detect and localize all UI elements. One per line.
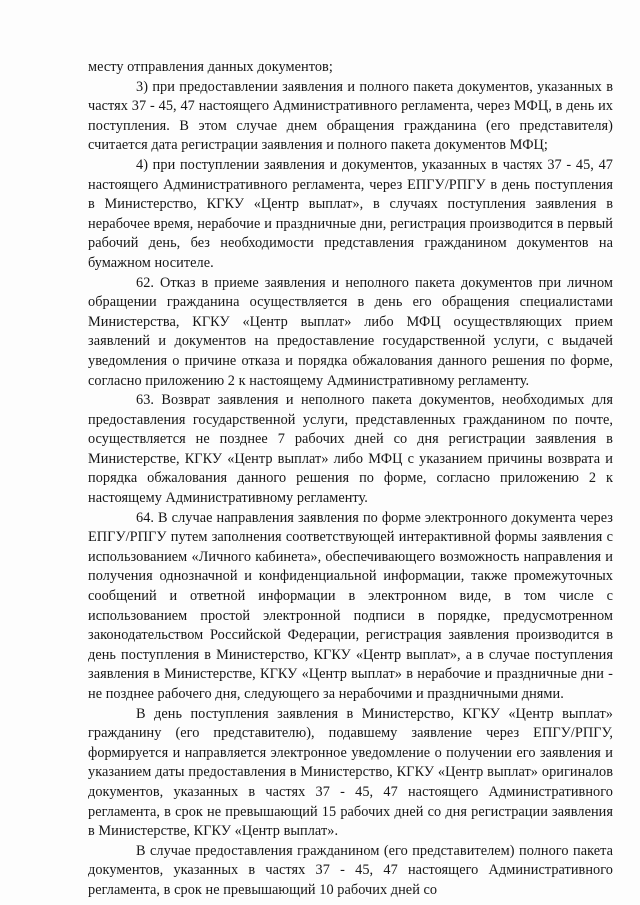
paragraph-item-3: 3) при предоставлении заявления и полного пакета документов, указанных в частях 37 - 45, 47 настоящего Административного регламента, через МФЦ, в день их поступления. В этом случае днем обращения гражданина (его представителя) считается дата регистрации заявления и полного пакета документов МФЦ; xyxy=(88,78,613,154)
paragraph-notification: В день поступления заявления в Министерство, КГКУ «Центр выплат» гражданину (его представителю), подавшему заявление через ЕПГУ/РПГУ, формируется и направляется электронное уведомление о получении его заявления и указанием даты предоставления в Министерство, КГКУ «Центр выплат» оригиналов документов, указанных в частях 37 - 45, 47 настоящего Административного регламента, в срок не превышающий 15 рабочих дней со дня регистрации заявления в Министерстве, КГКУ «Центр выплат». xyxy=(88,705,613,840)
paragraph-62: 62. Отказ в приеме заявления и неполного пакета документов при личном обращении гражданина осуществляется в день его обращения специалистами Министерства, КГКУ «Центр выплат» либо МФЦ осуществляющих прием заявлений и документов на предоставление государственной услуги, с выдачей уведомления о причине отказа и порядка обжалования данного решения по форме, согласно приложению 2 к настоящему Административному регламенту. xyxy=(88,274,613,389)
paragraph-continuation: месту отправления данных документов; xyxy=(88,59,333,75)
paragraph-full-package: В случае предоставления гражданином (его представителем) полного пакета документов, указанных в частях 37 - 45, 47 настоящего Административного регламента, в срок не превышающий 10 рабочих дней со xyxy=(88,842,613,898)
paragraph-item-4: 4) при поступлении заявления и документов, указанных в частях 37 - 45, 47 настоящего Административного регламента, через ЕПГУ/РПГУ в день поступления в Министерство, КГКУ «Центр выплат», в случаях поступления заявления в нерабочее время, нерабочие и праздничные дни, регистрация производится в первый рабочий день, без необходимости представления гражданином документов на бумажном носителе. xyxy=(88,156,613,271)
paragraph-63: 63. Возврат заявления и неполного пакета документов, необходимых для предоставления государственной услуги, представленных гражданином по почте, осуществляется не позднее 7 рабочих дней со дня регистрации заявления в Министерстве, КГКУ «Центр выплат» либо МФЦ с указанием причины возврата и порядка обжалования данного решения по форме, согласно приложению 2 к настоящему Административному регламенту. xyxy=(88,392,613,507)
document-body xyxy=(88,58,613,901)
paragraph-64: 64. В случае направления заявления по форме электронного документа через ЕПГУ/РПГУ путем заполнения соответствующей интерактивной формы заявления с использованием «Личного кабинета», обеспечивающего возможность направления и получения однозначной и конфиденциальной информации, также промежуточных сообщений и ответной информации в электронном виде, в том числе с использованием простой электронной подписи в порядке, предусмотренном законодательством Российской Федерации, регистрация заявления производится в день поступления в Министерство, КГКУ «Центр выплат», а в случае поступления заявления в Министерстве, КГКУ «Центр выплат» в нерабочие и праздничные дни - не позднее рабочего дня, следующего за нерабочими и праздничными днями. xyxy=(88,509,613,702)
